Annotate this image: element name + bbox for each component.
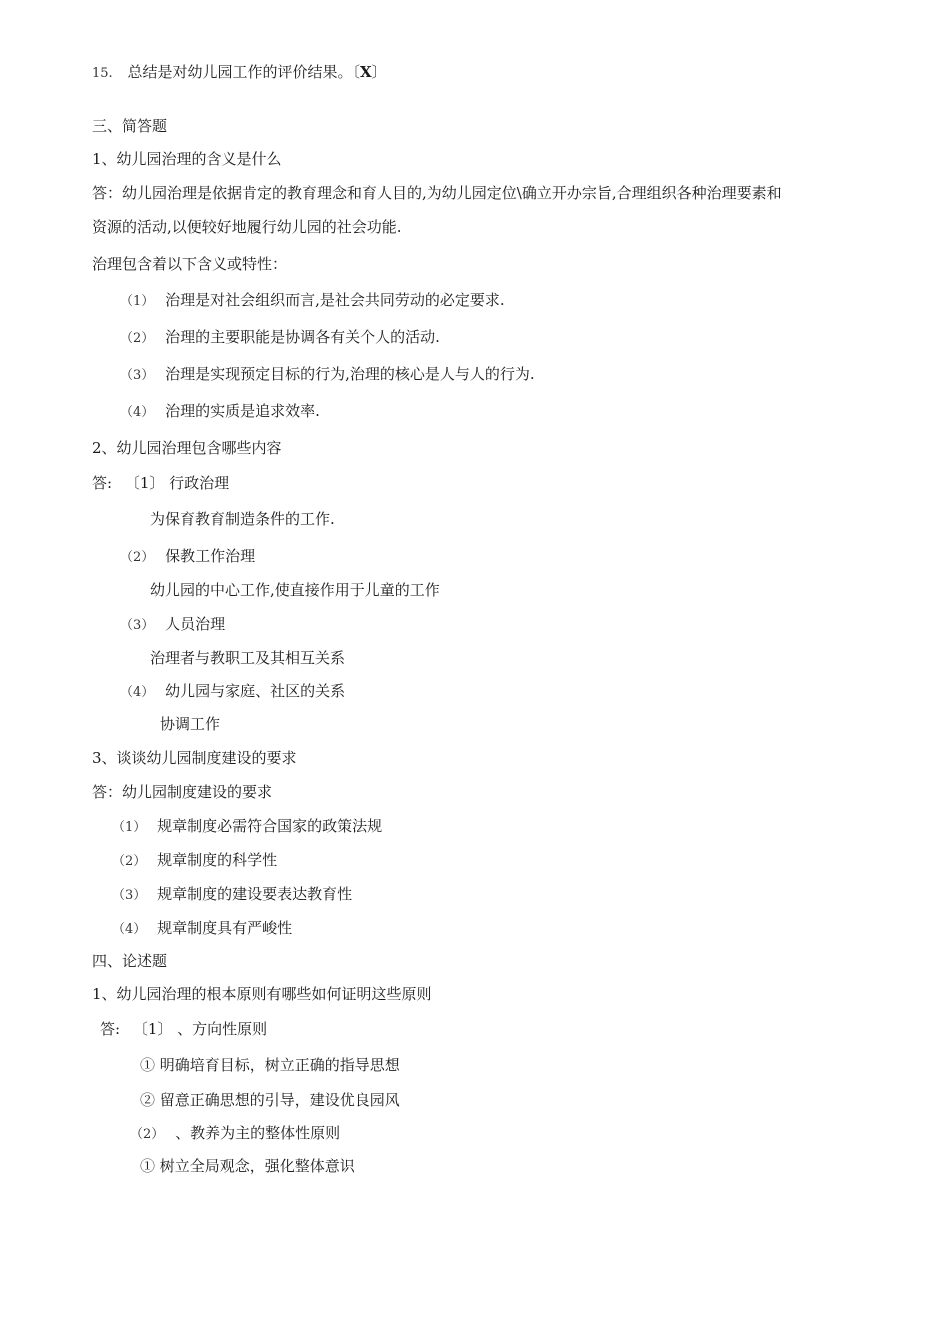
answer-mark: X [359,63,372,81]
list-item [120,401,320,423]
question-title: 3、谈谈幼儿园制度建设的要求 [92,749,297,767]
list-item-text: 治理是实现预定目标的行为,治理的核心是人与人的行为. [165,365,535,383]
principle-subitem: ① 树立全局观念，强化整体意识 [140,1157,355,1175]
list-item-number: （4） [120,405,155,420]
list-item-text: 规章制度的建设要表达教育性 [157,885,353,903]
answer-item [120,546,255,568]
list-item-text: 治理的主要职能是协调各有关个人的活动. [165,328,440,346]
answer-prefix: 答: [100,1020,121,1038]
item-description: 协调工作 [160,715,221,733]
item-title: 行政治理 [169,474,230,492]
item-description: 幼儿园的中心工作,使直接作用于儿童的工作 [150,581,440,599]
list-item-number: （2） [112,854,147,869]
list-item-number: （3） [120,368,155,383]
list-item [112,816,382,838]
principle-title: 、方向性原则 [177,1020,268,1038]
answer-close: 〕 [371,63,387,81]
principle-title: 、教养为主的整体性原则 [175,1124,341,1142]
answer-item [120,681,345,703]
principle-number: 〔1〕 [132,1020,173,1038]
question-15 [92,62,387,84]
answer-item [92,473,229,493]
list-item-number: （4） [112,922,147,937]
item-title: 保教工作治理 [165,547,256,565]
principle-subitem: ① 明确培育目标，树立正确的指导思想 [140,1056,400,1074]
question-text: 总结是对幼儿园工作的评价结果。〔 [127,63,360,81]
list-item [112,884,352,906]
answer-prefix: 答: [92,474,113,492]
list-item-number: （1） [112,820,147,835]
principle-subitem: ② 留意正确思想的引导，建设优良园风 [140,1091,400,1109]
list-item [120,290,505,312]
question-number: 15. [92,66,113,81]
list-item-number: （3） [112,888,147,903]
list-item-text: 规章制度具有严峻性 [157,919,293,937]
answer-intro: 治理包含着以下含义或特性： [92,255,288,273]
section-title: 三、简答题 [92,117,168,135]
answer-text: 答：幼儿园治理是依据肯定的教育理念和育人目的,为幼儿园定位\确立开办宗旨,合理组织各种治理要素和 [92,184,782,202]
answer-item [120,614,225,636]
list-item-text: 治理的实质是追求效率. [165,402,320,420]
question-title: 1、幼儿园治理的含义是什么 [92,150,282,168]
list-item [120,327,440,349]
item-description: 治理者与教职工及其相互关系 [150,649,346,667]
list-item [112,918,292,940]
item-description: 为保育教育制造条件的工作. [150,510,335,528]
principle-number: （2） [130,1127,165,1142]
item-title: 人员治理 [165,615,226,633]
item-title: 幼儿园与家庭、社区的关系 [165,682,346,700]
list-item-text: 规章制度的科学性 [157,851,278,869]
list-item-number: （2） [120,331,155,346]
list-item [112,850,277,872]
item-number: （4） [120,685,155,700]
list-item [120,364,535,386]
question-title: 2、幼儿园治理包含哪些内容 [92,439,282,457]
list-item-number: （1） [120,294,155,309]
list-item-text: 治理是对社会组织而言,是社会共同劳动的必定要求. [165,291,505,309]
item-number: （3） [120,618,155,633]
principle-item [130,1123,340,1145]
answer-text: 答：幼儿园制度建设的要求 [92,783,273,801]
question-title: 1、幼儿园治理的根本原则有哪些如何证明这些原则 [92,985,432,1003]
item-number: （2） [120,550,155,565]
list-item-text: 规章制度必需符合国家的政策法规 [157,817,383,835]
section-title: 四、论述题 [92,952,168,970]
item-number: 〔1〕 [124,474,165,492]
answer-text: 资源的活动,以便较好地履行幼儿园的社会功能. [92,218,402,236]
principle-item [100,1019,267,1039]
